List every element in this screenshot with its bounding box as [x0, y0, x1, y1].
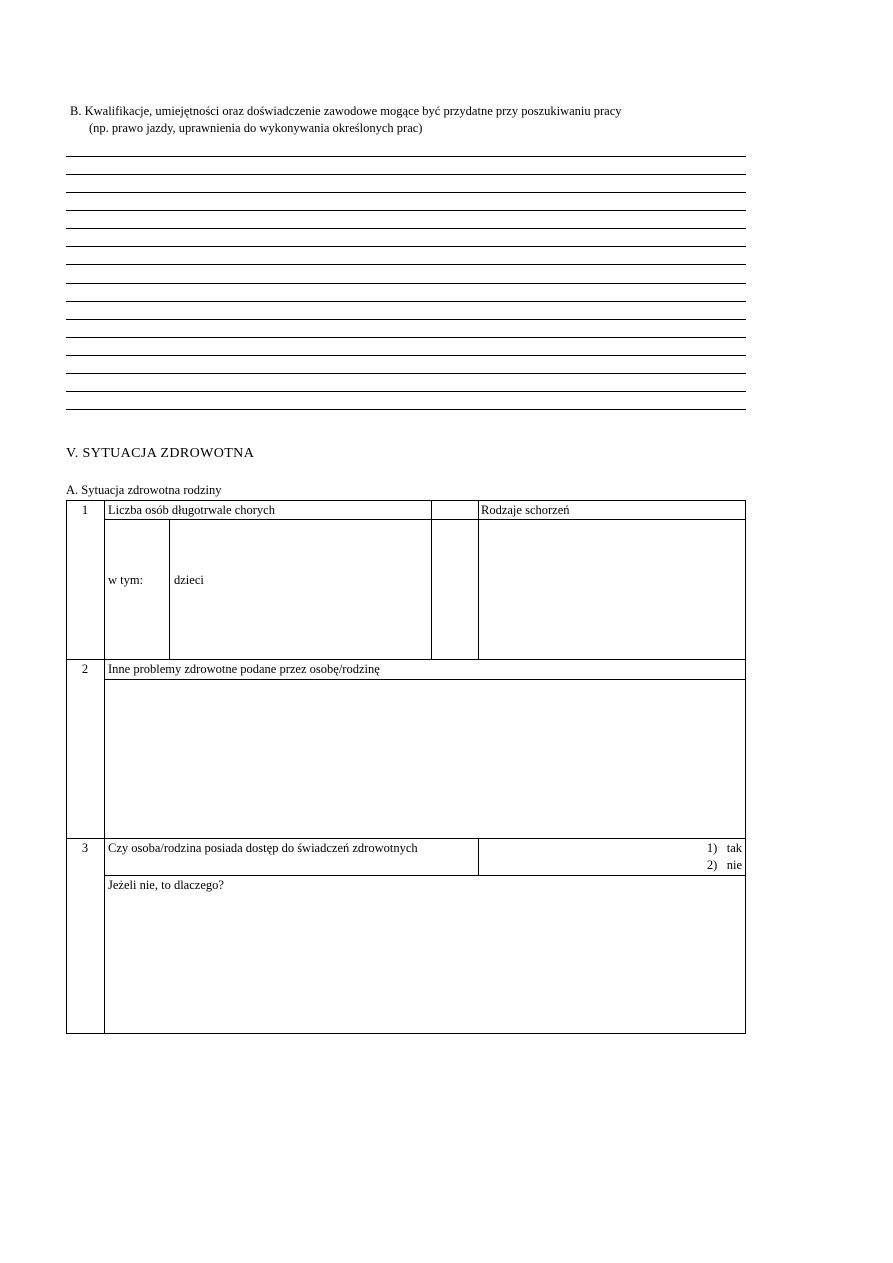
option-yes-label: tak — [726, 841, 742, 855]
qualifications-heading-line1: B. Kwalifikacje, umiejętności oraz doświadczenie zawodowe mogące być przydatne przy poszukiwaniu pracy — [70, 104, 622, 118]
row2-number: 2 — [81, 662, 89, 676]
row1-label: Liczba osób długotrwale chorych — [108, 503, 275, 517]
answer-line — [66, 391, 746, 392]
row3-question: Czy osoba/rodzina posiada dostęp do świadczeń zdrowotnych — [108, 841, 418, 855]
option-no-label: nie — [726, 858, 742, 872]
section-title: V. SYTUACJA ZDROWOTNA — [66, 446, 255, 461]
answer-line — [66, 283, 746, 284]
answer-line — [66, 301, 746, 302]
including-column-line — [169, 519, 170, 659]
row3-header-line — [104, 875, 746, 876]
answer-line — [66, 156, 746, 157]
qualifications-heading-line2: (np. prawo jazdy, uprawnienia do wykonywania określonych prac) — [89, 121, 423, 135]
answer-line — [66, 228, 746, 229]
row1-bottom-line — [66, 659, 746, 660]
option-yes[interactable] — [707, 841, 742, 856]
answer-line — [66, 264, 746, 265]
number-column-line — [104, 500, 105, 1034]
answer-line — [66, 409, 746, 410]
table-border-left — [66, 500, 67, 1034]
answer-line — [66, 355, 746, 356]
row2-bottom-line — [66, 838, 746, 839]
answer-line — [66, 174, 746, 175]
children-value-cell[interactable] — [435, 522, 475, 656]
option-yes-number: 1) — [706, 841, 718, 855]
row2-label: Inne problemy zdrowotne podane przez osobę/rodzinę — [108, 662, 380, 676]
row1-value-cell[interactable] — [435, 503, 475, 518]
answer-line — [66, 319, 746, 320]
answer-line — [66, 210, 746, 211]
table-border-top — [66, 500, 746, 501]
answer-line — [66, 337, 746, 338]
section-subtitle: A. Sytuacja zdrowotna rodziny — [66, 483, 222, 497]
qualifications-answer-lines[interactable] — [66, 156, 746, 410]
option-no-number: 2) — [706, 858, 718, 872]
row3-options-line — [478, 838, 479, 875]
value-column-left-line — [431, 500, 432, 659]
illness-types-header: Rodzaje schorzeń — [481, 503, 570, 517]
followup-question: Jeżeli nie, to dlaczego? — [108, 878, 224, 892]
row1-number: 1 — [81, 503, 89, 517]
health-table — [66, 500, 746, 1034]
qualifications-heading — [70, 103, 622, 137]
answer-line — [66, 373, 746, 374]
option-no[interactable] — [707, 858, 742, 873]
table-border-right — [745, 500, 746, 1034]
children-label: dzieci — [174, 573, 204, 587]
row1-header-line — [104, 519, 746, 520]
illness-types-cell[interactable] — [481, 522, 741, 656]
including-label: w tym: — [108, 573, 144, 587]
other-health-problems-cell[interactable] — [108, 683, 740, 835]
value-column-right-line — [478, 500, 479, 659]
table-border-bottom — [66, 1033, 746, 1034]
followup-answer-cell[interactable] — [108, 896, 740, 1030]
row3-number: 3 — [81, 841, 89, 855]
answer-line — [66, 246, 746, 247]
row2-header-line — [104, 679, 746, 680]
answer-line — [66, 192, 746, 193]
